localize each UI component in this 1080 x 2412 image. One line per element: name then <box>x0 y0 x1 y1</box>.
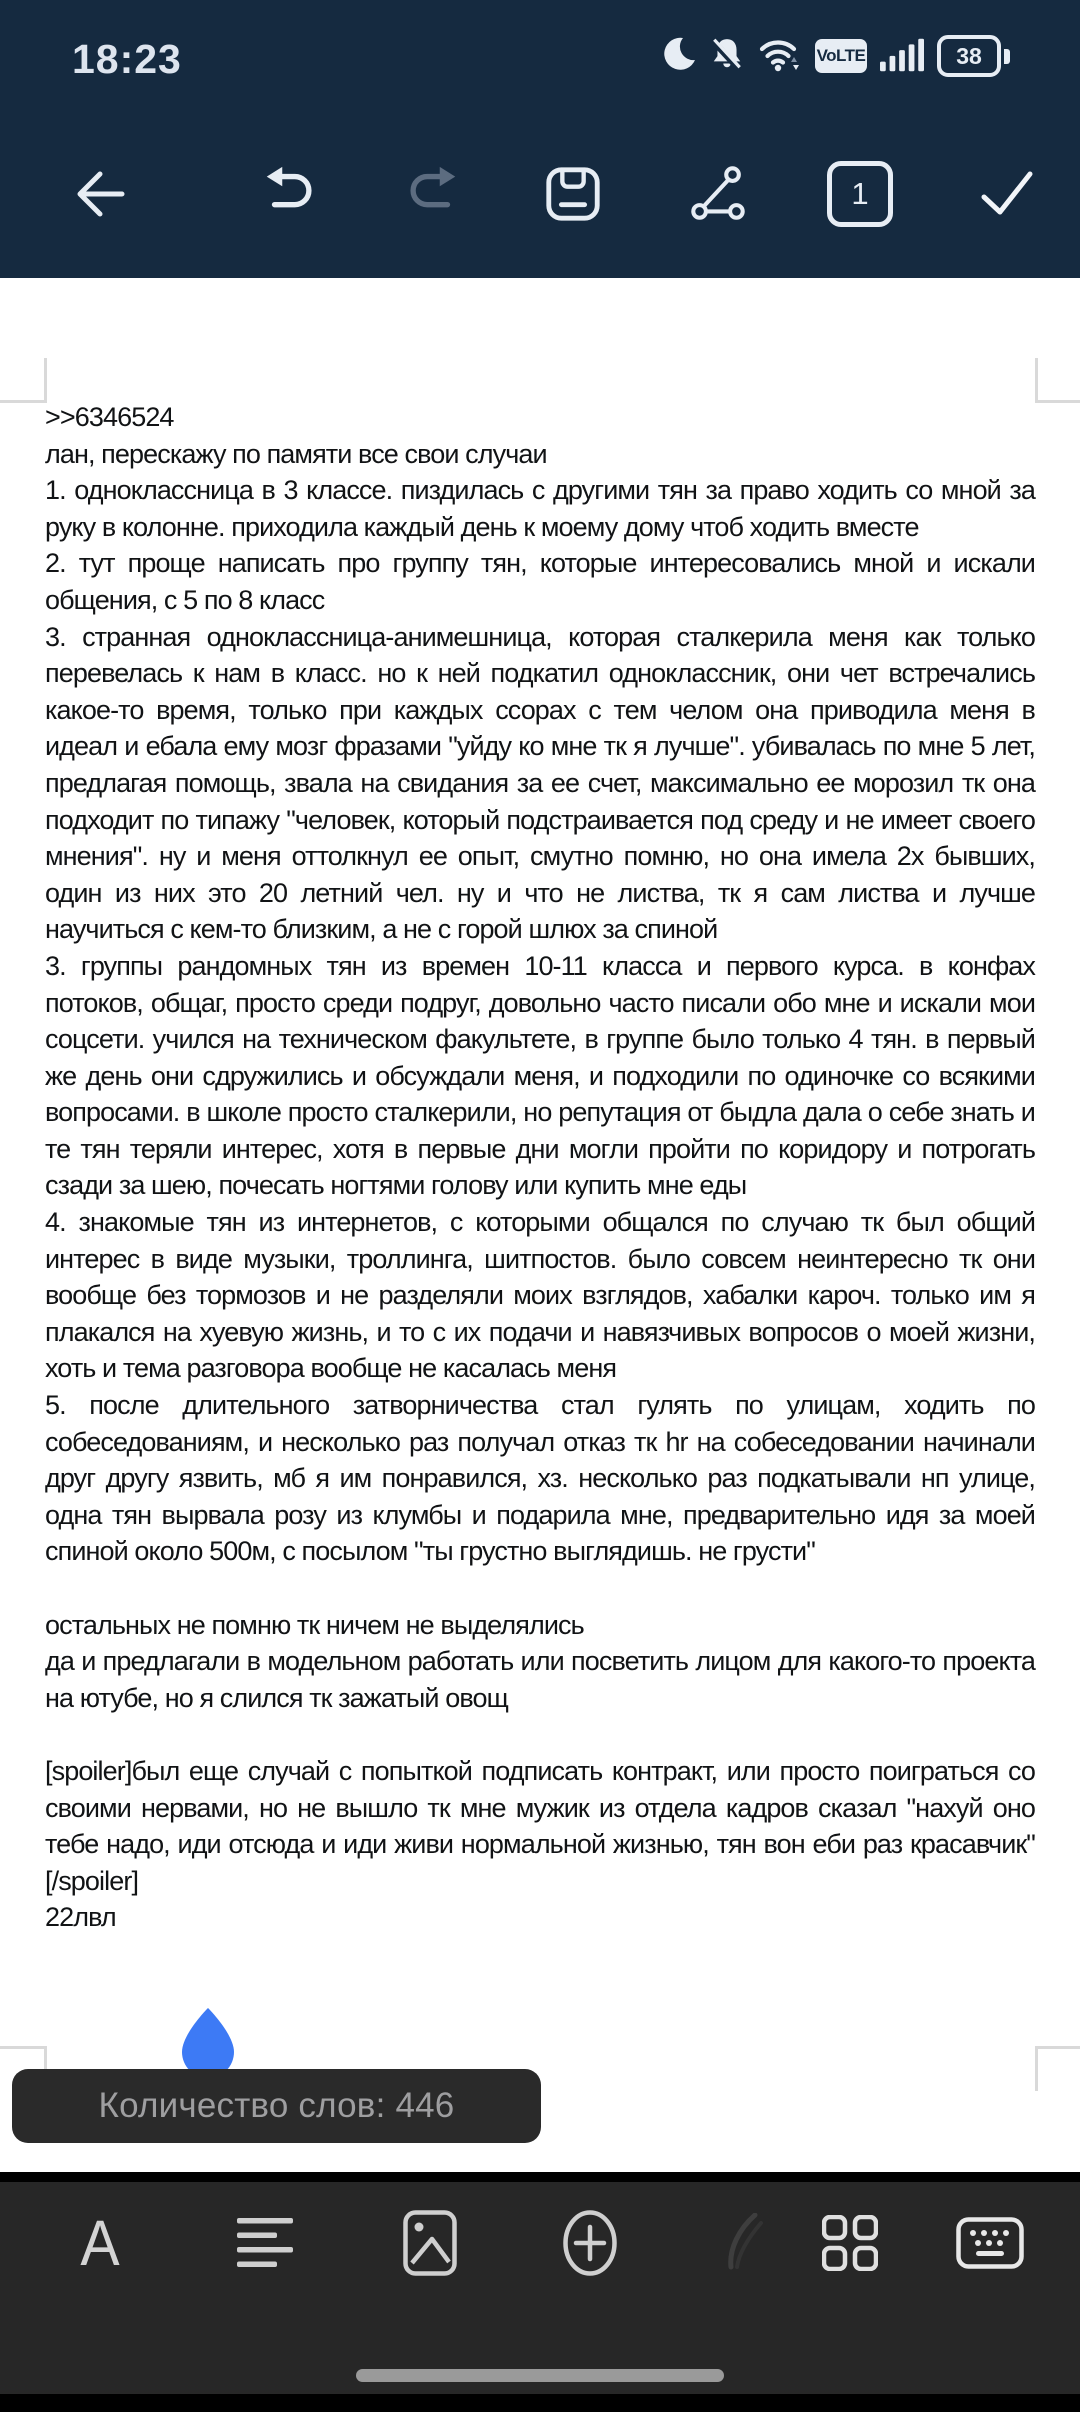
redo-icon <box>401 163 463 225</box>
confirm-check-icon <box>974 162 1038 226</box>
paragraph[interactable] <box>45 1570 1035 1607</box>
paragraph[interactable]: 1. одноклассница в 3 классе. пиздилась с другими тян за право ходить со мной за руку в колонне. приходила каждый день к моему дому чтоб ходить вместе <box>45 475 1035 542</box>
signal-strength-icon <box>880 36 924 77</box>
track-changes-button[interactable] <box>687 163 749 225</box>
page-count-button[interactable] <box>827 161 893 227</box>
paragraph[interactable]: 4. знакомые тян из интернетов, с которыми общался по случаю тк был общий интерес в виде музыки, троллинга, шитпостов. было совсем неинтересно тк они вообще без тормозов и не разделяли моих взглядов, хабалки кароч. только им я плакался на хуевую жизнь, и то с их подачи и навязчивых вопросов о моей жизни, хоть и тема разговора вообще не касалась меня <box>45 1207 1035 1384</box>
blocks-grid-button[interactable] <box>822 2215 878 2271</box>
wifi-icon <box>758 36 802 77</box>
divider <box>0 2172 1080 2182</box>
battery-percent: 38 <box>937 35 1001 77</box>
word-count-text: Количество слов: 446 <box>98 2086 455 2125</box>
paragraph-align-button[interactable] <box>237 2218 293 2268</box>
status-bar <box>0 0 1080 110</box>
screen-bottom-edge <box>0 2394 1080 2412</box>
paragraph[interactable]: остальных не помню тк ничем не выделялись <box>45 1609 584 1640</box>
editor-toolbar <box>0 110 1080 278</box>
confirm-button[interactable] <box>974 162 1038 226</box>
font-a-label: A <box>80 2207 120 2279</box>
keyboard-toggle-button[interactable] <box>956 2217 1024 2269</box>
battery-nub <box>1004 49 1010 64</box>
paragraph[interactable]: 22лвл <box>45 1902 116 1933</box>
path-nodes-icon <box>687 163 749 225</box>
battery-icon <box>937 35 1010 77</box>
paragraph[interactable]: 5. после длительного затворничества стал гулять по улицам, ходить по собеседованиям, и несколько раз получал отказ тк hr на собеседовании начинали друг другу язвить, мб я им понравился, хз. несколько раз подкатывали нп улице, одна тян вырвала розу из клумбы и подарила мне, предварительно идя за моей спиной около 500м, с посылом "ты грустно выглядишь. не грусти" <box>45 1390 1035 1567</box>
document-text[interactable] <box>45 399 1035 1936</box>
page-corner-mark <box>0 358 47 403</box>
grid-icon <box>822 2215 878 2271</box>
bell-muted-icon <box>709 36 745 77</box>
undo-icon <box>259 163 321 225</box>
paragraph[interactable]: лан, перескажу по памяти все свои случаи <box>45 438 547 469</box>
top-chrome <box>0 0 1080 278</box>
insert-object-button[interactable] <box>563 2210 617 2276</box>
paragraph[interactable]: 3. группы рандомных тян из времен 10-11 класса и первого курса. в конфах потоков, общаг, просто среди подруг, довольно часто писали обо мне и искали мои соцсети. учился на техническом факультете, в группе было только 4 тян. в первый же день они сдружились и обсуждали меня, и подходили по одиночке со всякими вопросами. в школе просто сталкерили, но репутация от быдла дала о себе знать и те тян теряли интерес, хотя в первые дни могли пройти по коридору и потрогать сзади за шею, почесать ногтями голову или купить мне еды <box>45 950 1035 1201</box>
bottom-toolbar <box>0 2182 1080 2394</box>
align-lines-icon <box>237 2218 293 2268</box>
page-corner-mark <box>1035 358 1080 403</box>
paragraph[interactable] <box>45 1716 1035 1753</box>
back-button[interactable] <box>68 162 132 226</box>
save-icon <box>542 163 604 225</box>
save-button[interactable] <box>542 163 604 225</box>
paragraph[interactable]: >>6346524 <box>45 402 174 432</box>
undo-button[interactable] <box>259 163 321 225</box>
page-corner-mark <box>1035 2046 1080 2091</box>
plus-circle-icon <box>563 2210 617 2276</box>
image-icon <box>403 2210 457 2276</box>
keyboard-icon <box>956 2217 1024 2269</box>
paragraph[interactable]: да и предлагали в модельном работать или посветить лицом для какого-то проекта на ютубе, но я слился тк зажатый овощ <box>45 1646 1035 1713</box>
volte-badge: VoLTE <box>815 39 867 73</box>
home-indicator[interactable] <box>356 2369 724 2382</box>
paragraph[interactable]: [spoiler]был еще случай с попыткой подписать контракт, или просто поиграться со своими нервами, но не вышло тк мне мужик из отдела кадров сказал "нахуй оно тебе надо, иди отсюда и иди живи нормальной жизнью, тян вон еби раз красавчик"[/spoiler] <box>45 1755 1035 1896</box>
page-count-box <box>827 161 893 227</box>
status-icons <box>662 36 1010 76</box>
back-arrow-icon <box>68 162 132 226</box>
font-style-button[interactable] <box>80 2206 119 2280</box>
pen-icon <box>723 2213 767 2273</box>
status-clock: 18:23 <box>72 36 182 82</box>
insert-image-button[interactable] <box>403 2210 457 2276</box>
word-count-toast <box>12 2069 541 2143</box>
paragraph[interactable]: 3. странная одноклассница-анимешница, которая сталкерила меня как только перевелась к нам в класс. но к ней подкатил одноклассник, они чет встречались какое-то время, только при каждых ссорах с тем челом она приводила меня в идеал и ебала ему мозг фразами "уйду ко мне тк я лучше". убивалась по мне 5 лет, предлагая помощь, звала на свидания за ее счет, максимально ее морозил тк она подходит по типажу "человек, который подстраивается под среду и не имеет своего мнения". ну и меня оттолкнул ее опыт, смутно помню, но она имела 2х бывших, один из них это 20 летний чел. ну и что не листва, тк я сам листва и лучше научиться с кем-то близким, а не с горой шлюх за спиной <box>45 621 1035 945</box>
document-page[interactable] <box>0 278 1080 2172</box>
redo-button[interactable] <box>401 163 463 225</box>
moon-icon <box>662 37 696 76</box>
page-indicator: 1 <box>851 176 869 211</box>
paragraph[interactable]: 2. тут проще написать про группу тян, которые интересовались мной и искали общения, с 5 по 8 класс <box>45 548 1035 615</box>
pen-tool-button[interactable] <box>723 2213 767 2273</box>
